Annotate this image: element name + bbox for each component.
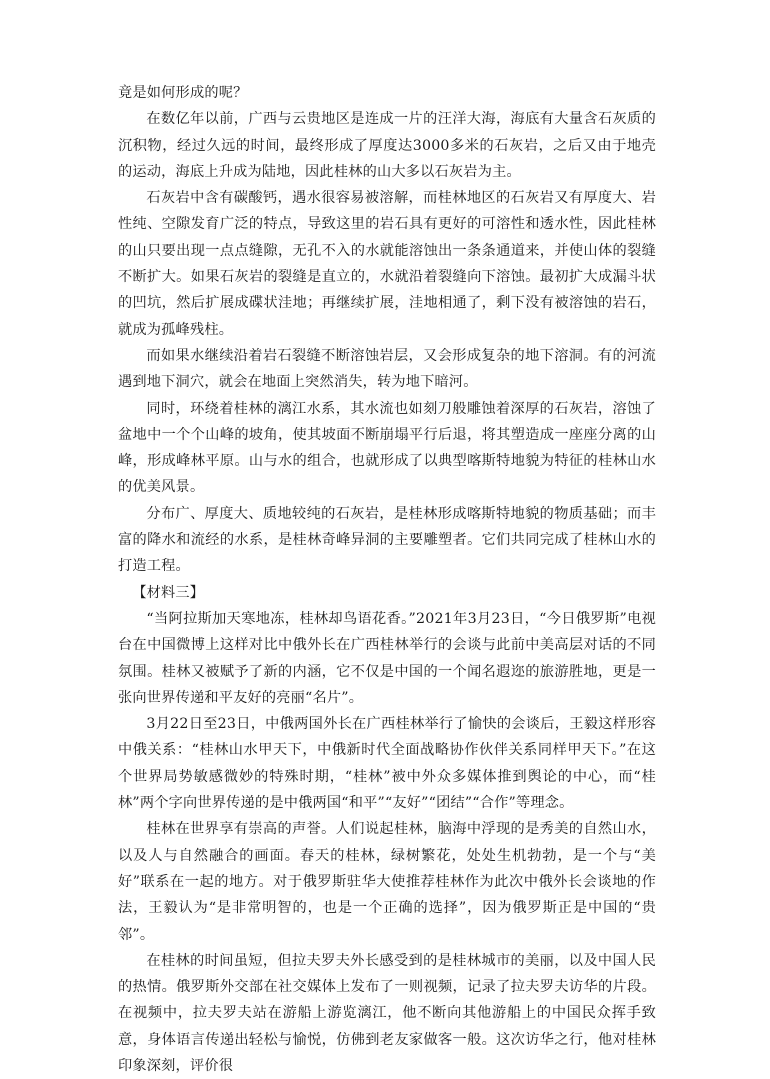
paragraph-alaska-guilin: “当阿拉斯加天寒地冻，桂林却鸟语花香。”2021年3月23日，“今日俄罗斯”电视台在中国微博上这样对比中俄外长在广西桂林举行的会谈与此前中美高层对话的不同氛围。桂林又被赋予了新的内涵，它不仅是中国的一个闻名遐迩的旅游胜地，更是一张向世界传递和平友好的亮丽“名片”。: [118, 610, 656, 706]
paragraph-lavrov-visit: 在桂林的时间虽短，但拉夫罗夫外长感受到的是桂林城市的美丽，以及中国人民的热情。俄罗斯外交部在社交媒体上发布了一则视频，记录了拉夫罗夫访华的片段。在视频中，拉夫罗夫站在游船上游览漓江，他不断向其他游船上的中国民众挥手致意，身体语言传递出轻松与愉悦，仿佛到老友家做客一般。这次访华之行，他对桂林印象深刻，评价很: [118, 952, 656, 1074]
paragraph-foreign-ministers-talk: 3月22日至23日，中俄两国外长在广西桂林举行了愉快的会谈后，王毅这样形容中俄关系：“桂林山水甲天下，中俄新时代全面战略协作伙伴关系同样甲天下。”在这个世界局势敏感微妙的特殊时期，“桂林”被中外众多媒体推到舆论的中心，而“桂林”两个字向世界传递的是中俄两国“和平”“友好”“团结”“合作”等理念。: [118, 716, 656, 812]
paragraph-guilin-reputation: 桂林在世界享有崇高的声誉。人们说起桂林，脑海中浮现的是秀美的自然山水，以及人与自然融合的画面。春天的桂林，绿树繁花，处处生机勃勃，是一个与“美好”联系在一起的地方。对于俄罗斯驻华大使推荐桂林作为此次中俄外长会谈地的作法，王毅认为“是非常明智的，也是一个正确的选择”，因为俄罗斯正是中国的“贵邻”。: [118, 821, 656, 943]
section-heading-material-three: 【材料三】: [132, 584, 205, 601]
paragraph-underground-caves: 而如果水继续沿着岩石裂缝不断溶蚀岩层，又会形成复杂的地下溶洞。有的河流遇到地下洞穴，就会在地面上突然消失，转为地下暗河。: [118, 347, 656, 391]
document-page: [118, 80, 656, 1079]
paragraph-limestone-origin: 在数亿年以前，广西与云贵地区是连成一片的汪洋大海，海底有大量含石灰质的沉积物，经过久远的时间，最终形成了厚度达3000多米的石灰岩，之后又由于地壳的运动，海底上升成为陆地，因此桂林的山大多以石灰岩为主。: [118, 111, 656, 180]
paragraph-limestone-dissolution: 石灰岩中含有碳酸钙，遇水很容易被溶解，而桂林地区的石灰岩又有厚度大、岩性纯、空隙发育广泛的特点，导致这里的岩石具有更好的可溶性和透水性，因此桂林的山只要出现一点点缝隙，无孔不入的水就能溶蚀出一条条通道来，并使山体的裂缝不断扩大。如果石灰岩的裂缝是直立的，水就沿着裂缝向下溶蚀。最初扩大成漏斗状的凹坑，然后扩展成碟状洼地；再继续扩展，洼地相通了，剩下没有被溶蚀的岩石，就成为孤峰残柱。: [118, 190, 656, 338]
paragraph-summary: 分布广、厚度大、质地较纯的石灰岩，是桂林形成喀斯特地貌的物质基础；而丰富的降水和流经的水系，是桂林奇峰异洞的主要雕塑者。它们共同完成了桂林山水的打造工程。: [118, 505, 656, 575]
paragraph-li-river: 同时，环绕着桂林的漓江水系，其水流也如刻刀般雕蚀着深厚的石灰岩，溶蚀了盆地中一个个山峰的坡角，使其坡面不断崩塌平行后退，将其塑造成一座座分离的山峰，形成峰林平原。山与水的组合，也就形成了以典型喀斯特地貌为特征的桂林山水的优美风景。: [118, 400, 656, 496]
paragraph-continuation: 竟是如何形成的呢？: [118, 85, 248, 101]
